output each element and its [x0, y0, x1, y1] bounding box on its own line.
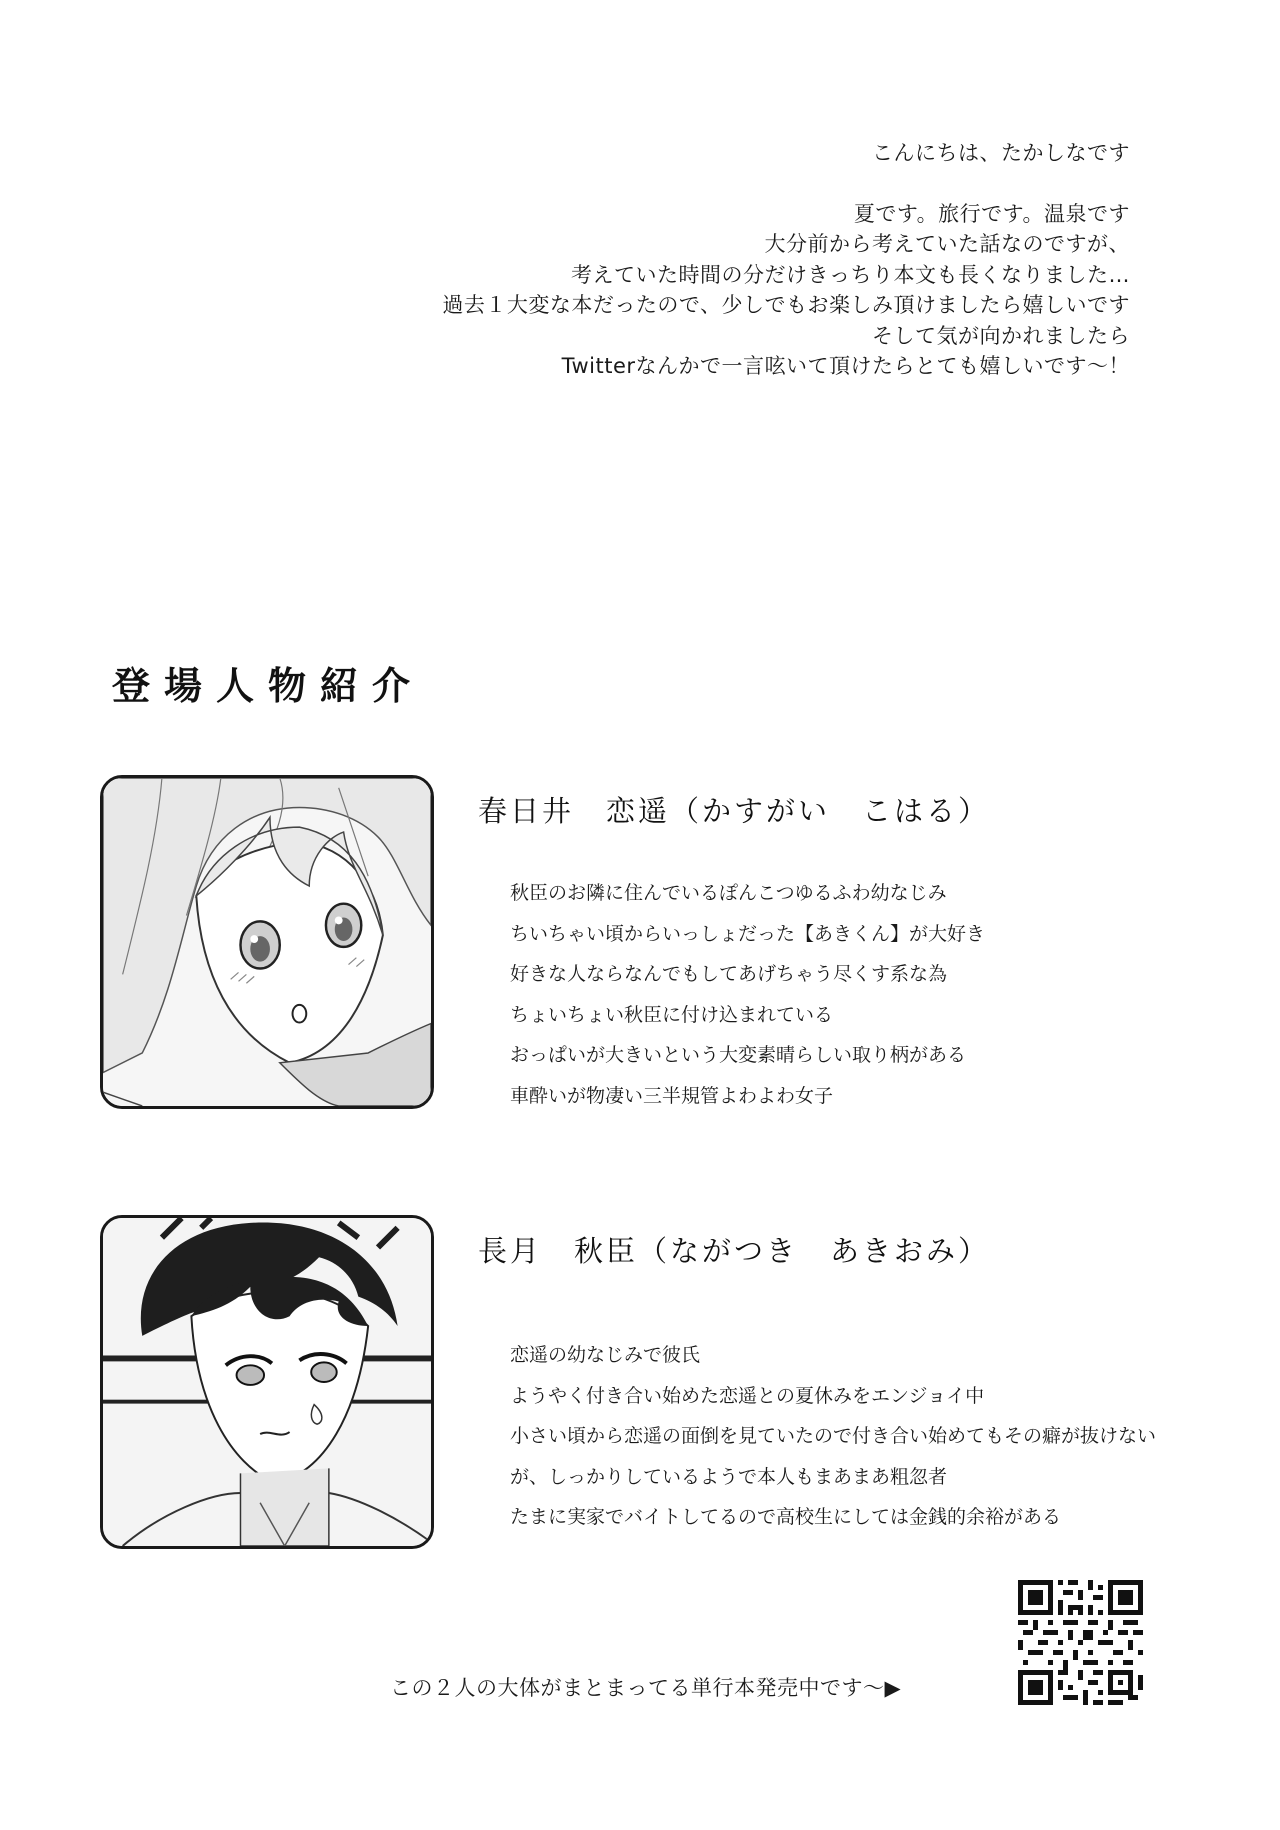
character-name: 春日井 恋遥（かすがい こはる） — [478, 794, 991, 828]
intro-line: Twitterなんかで一言呟いて頂けたらとても嬉しいです～！ — [561, 354, 1130, 378]
character-portrait-boy — [100, 1215, 434, 1549]
character-desc-line: ちょいちょい秋臣に付け込まれている — [510, 1003, 834, 1026]
character-name: 長月 秋臣（ながつき あきおみ） — [478, 1234, 991, 1268]
intro-greeting: こんにちは、たかしなです — [872, 141, 1130, 165]
intro-line: 考えていた時間の分だけきっちり本文も長くなりました… — [571, 262, 1130, 287]
character-desc-line: 小さい頃から恋遥の面倒を見ていたので付き合い始めてもその癖が抜けない — [510, 1425, 1157, 1447]
character-desc-line: 好きな人ならなんでもしてあげちゃう尽くす系な為 — [510, 963, 948, 985]
qr-code-icon[interactable] — [1018, 1580, 1143, 1705]
character-desc-line: 車酔いが物凄い三半規管よわよわ女子 — [510, 1084, 834, 1107]
intro-line: 夏です。旅行です。温泉です — [853, 201, 1130, 226]
section-title: 登場人物紹介 — [112, 664, 425, 708]
character-description — [510, 1335, 1156, 1538]
book-promo-text: この２人の大体がまとまってる単行本発売中です～▶ — [390, 1676, 902, 1700]
intro-spacer — [230, 169, 1130, 199]
character-desc-line: ちいちゃい頃からいっしょだった【あきくん】が大好き — [510, 922, 986, 945]
afterword-intro — [230, 138, 1130, 382]
character-description — [510, 873, 985, 1116]
character-desc-line: ようやく付き合い始めた恋遥との夏休みをエンジョイ中 — [510, 1384, 985, 1407]
character-desc-line: たまに実家でバイトしてるので高校生にしては金銭的余裕がある — [510, 1506, 1062, 1528]
character-desc-line: が、しっかりしているようで本人もまあまあ粗忽者 — [510, 1465, 948, 1488]
character-desc-line: おっぱいが大きいという大変素晴らしい取り柄がある — [510, 1044, 967, 1066]
character-desc-line: 秋臣のお隣に住んでいるぽんこつゆるふわ幼なじみ — [510, 882, 947, 904]
intro-line: 大分前から考えていた話なのですが、 — [764, 232, 1130, 256]
character-desc-line: 恋遥の幼なじみで彼氏 — [510, 1344, 701, 1366]
intro-line: そして気が向かれましたら — [872, 323, 1130, 348]
character-portrait-girl — [100, 775, 434, 1109]
intro-line: 過去１大変な本だったので、少しでもお楽しみ頂けましたら嬉しいです — [442, 293, 1130, 317]
